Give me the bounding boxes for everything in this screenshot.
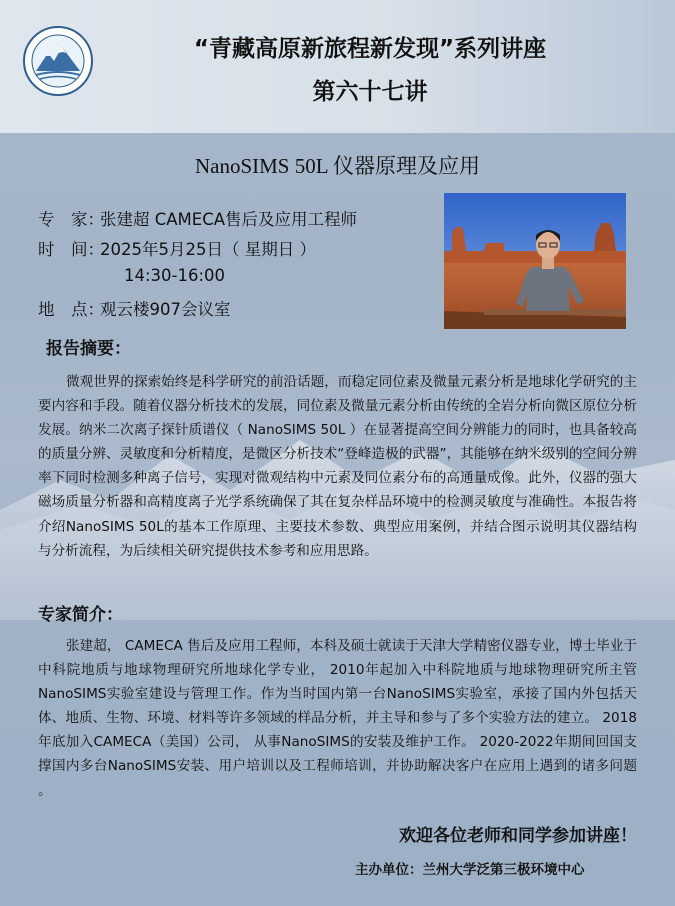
lecture-number: 第六十七讲 [312,79,428,105]
speaker-photo [444,193,626,329]
series-title: “青藏高原新旅程新发现”系列讲座 [193,36,547,62]
time-hours: 14:30-16:00 [124,266,226,285]
bio-heading: 专家简介： [38,605,123,625]
expert-label: 专 家： [38,210,104,229]
bio-text: 张建超， CAMECA 售后及应用工程师，本科及硕士就读于天津大学精密仪器专业，博士毕业于中科院地质与地球物理研究所地球化学专业， 2010年起加入中科院地质与地球物理研究所主管NanoSIMS实验室建设与管理工作。作为当时国内第一台NanoSIMS实验室，承接了国内外包括天体、地质、生物、环境、材料等许多领域的样品分析，并主导和参与了多个实验方法的建立。 2018年底加入CAMECA（美国）公司， 从事NanoSIMS的安装及维护工作。 2020-2022年期间回国支撑国内多台NanoSIMS安装、用户培训以及工程师培训，并协助解决客户在应用上遇到的诸多问题 。 [38,638,637,799]
expert-value: 张建超 CAMECA售后及应用工程师 [100,210,358,229]
place-value: 观云楼907会议室 [100,300,231,319]
host-organization: 主办单位：兰州大学泛第三极环境中心 [355,862,585,878]
logo-icon [22,25,94,97]
time-label: 时 间： [38,240,104,259]
place-label: 地 点： [38,300,104,319]
place-row [38,296,231,320]
welcome-text: 欢迎各位老师和同学参加讲座！ [399,826,637,846]
time-row [38,236,316,260]
expert-row [38,206,357,230]
time-date: 2025年5月25日（ 星期日 ） [100,240,316,259]
talk-title: NanoSIMS 50L 仪器原理及应用 [194,154,481,178]
abstract-heading: 报告摘要： [46,339,131,359]
header-banner [0,0,675,133]
abstract-text: 微观世界的探索始终是科学研究的前沿话题，而稳定同位素及微量元素分析是地球化学研究的主要内容和手段。随着仪器分析技术的发展，同位素及微量元素分析由传统的全岩分析向微区原位分析发展。纳米二次离子探针质谱仪（ NanoSIMS 50L ）在显著提高空间分辨能力的同时，也具备较高的质量分辨、灵敏度和分析精度，是微区分析技术“登峰造极的武器”，其能够在纳米级别的空间分辨率下同时检测多种离子信号，实现对微观结构中元素及同位素分布的高通量成像。此外，仪器的强大磁场质量分析器和高精度离子光学系统确保了其在复杂样品环境中的检测灵敏度与准确性。本报告将介绍NanoSIMS 50L的基本工作原理、主要技术参数、典型应用案例，并结合图示说明其仪器结构与分析流程，为后续相关研究提供技术参考和应用思路。 [38,374,637,559]
